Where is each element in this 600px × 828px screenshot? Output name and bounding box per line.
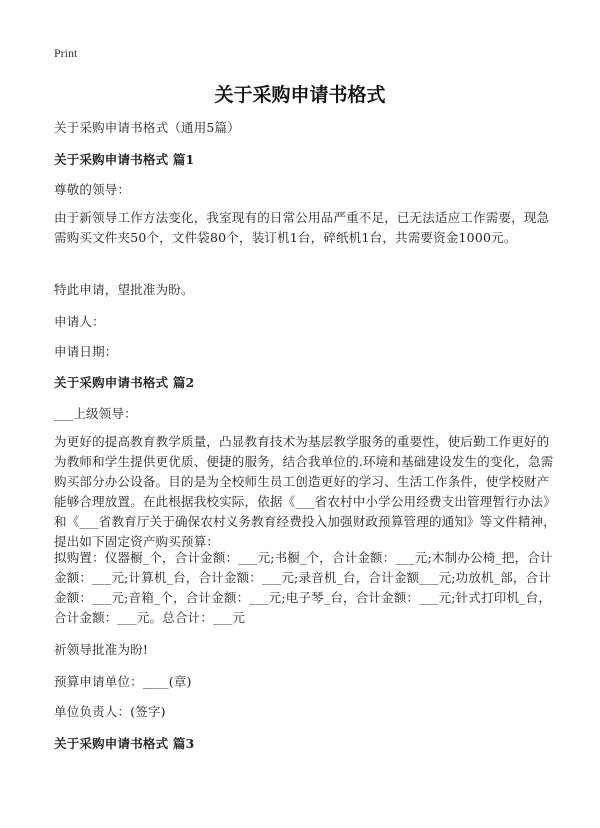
section-1-date: 申请日期： [54,344,118,359]
section-1-heading: 关于采购申请书格式 篇1 [54,152,195,167]
section-2-salutation: ___上级领导： [54,406,137,421]
section-2-request: 祈领导批准为盼! [54,642,149,657]
section-2-heading: 关于采购申请书格式 篇2 [54,375,195,390]
print-link[interactable]: Print [54,46,78,60]
section-2-body: 为更好的提高教育教学质量，凸显教育技术为基层教学服务的重要性，使后勤工作更好的为教师和学生提供更优质、便捷的服务，结合我单位的.环境和基础建设发生的变化，急需购买部分办公设备。目的是为全校师生员工创造更好的学习、生活工作条件，使学校财产能够合理放置。在此根据我校实际，依据《___省农村中小学公用经费支出管理暂行办法》和《___省教育厅关于确保农村义务教育经费投入加强财政预算管理的通知》等文件精神，提出如下固定资产购买预算： [54,434,556,549]
section-1-body: 由于新领导工作方法变化，我室现有的日常公用品严重不足，已无法适应工作需要，现急需购买文件夹50个，文件袋80个，装订机1台，碎纸机1台，共需要资金1000元。 [54,210,550,245]
section-3-heading: 关于采购申请书格式 篇3 [54,736,195,751]
document-title: 关于采购申请书格式 [214,84,386,106]
section-1-closing: 特此申请，望批准为盼。 [54,282,194,297]
section-2-responsible: 单位负责人：(签字) [54,704,166,719]
document-subtitle: 关于采购申请书格式（通用5篇） [54,120,240,135]
section-2-purchase-list: 拟购置：仪器橱_个，合计金额：___元;书橱_个，合计金额：___元;木制办公椅_把，合计金额：___元;计算机_台，合计金额：___元;录音机_台，合计金额___元;功放机_部，合计金额：___元;音箱_个，合计金额：___元;电子琴_台，合计金额：___元;针式打印机_台，合计金额：___元。总合计：___元 [54,550,553,625]
section-1-applicant: 申请人： [54,314,105,329]
section-1-salutation: 尊敬的领导： [54,182,131,197]
section-2-unit: 预算申请单位：____(章) [54,674,192,689]
